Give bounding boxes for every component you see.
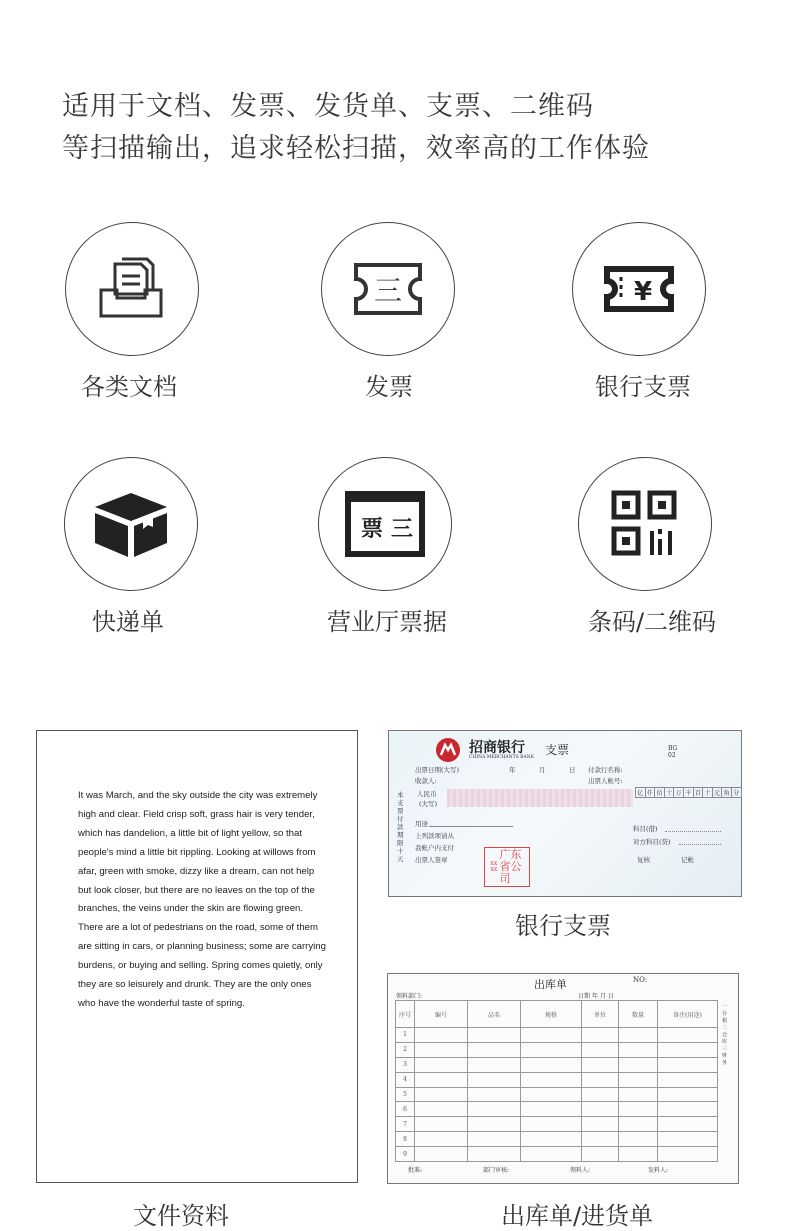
express-category-circle <box>64 457 198 591</box>
table-row <box>396 1087 718 1102</box>
amount-band <box>447 789 633 807</box>
receipt-icon-lines-glyph: 三 <box>390 517 414 542</box>
stock-form-caption: 出库单/进货单 <box>500 1202 654 1230</box>
cheque-check: 复核 <box>637 856 650 864</box>
form-header-cell: 编号 <box>415 1001 468 1028</box>
cheque-sample-caption: 银行支票 <box>515 912 611 940</box>
cheque-year: 年 <box>509 766 516 774</box>
form-title: 出库单 <box>534 978 567 991</box>
row-number: 1 <box>396 1028 415 1043</box>
form-dept: 领料部门: <box>396 993 423 1000</box>
cheque-code: BG 02 <box>668 745 678 759</box>
digit-label: 千 <box>684 788 694 797</box>
form-footer-receiver: 领料人: <box>570 1167 591 1174</box>
form-header-cell: 品名 <box>468 1001 521 1028</box>
category-label-qrcode: 条码/二维码 <box>587 608 717 636</box>
row-number: 3 <box>396 1057 415 1072</box>
cheque-category-circle <box>572 222 706 356</box>
category-label-documents: 各类文档 <box>81 373 177 401</box>
table-row <box>396 1072 718 1087</box>
bank-name-en: CHINA MERCHANTS BANK <box>469 755 534 760</box>
table-row <box>396 1132 718 1147</box>
bank-name: 招商银行 <box>469 740 525 756</box>
form-header-cell: 序号 <box>396 1001 415 1028</box>
form-no: NO: <box>633 976 648 984</box>
form-header-row <box>396 1001 718 1028</box>
table-row <box>396 1117 718 1132</box>
digit-label: 仟 <box>646 788 656 797</box>
stamp-side-text: xx xx <box>490 860 498 873</box>
cheque-day: 日 <box>569 766 576 774</box>
category-label-express: 快递单 <box>92 608 164 636</box>
document-tray-icon <box>97 254 167 324</box>
table-row <box>396 1057 718 1072</box>
row-number: 4 <box>396 1072 415 1087</box>
digit-label: 十 <box>665 788 675 797</box>
ticket-icon-glyph: 三 <box>373 274 403 307</box>
table-row <box>396 1042 718 1057</box>
form-footer-approve: 批准: <box>408 1167 423 1174</box>
document-sample <box>36 730 358 1183</box>
digit-label: 亿 <box>636 788 646 797</box>
receipt-category-circle <box>318 457 452 591</box>
stamp-main-text: 广东省公司 <box>499 848 522 885</box>
form-side-text: 一存根 二仓库 三财务 <box>722 1004 728 1066</box>
digit-label: 元 <box>713 788 723 797</box>
digit-label: 分 <box>733 790 740 797</box>
cheque-month: 月 <box>539 766 546 774</box>
amount-digit-boxes <box>635 787 742 798</box>
cheque-type: 支票 <box>545 743 570 757</box>
yuan-icon-glyph: ¥ <box>633 277 653 307</box>
receipt-icon <box>344 490 426 558</box>
digit-label: 角 <box>722 788 732 797</box>
company-stamp <box>484 847 530 887</box>
cheque-purpose: 用途 <box>415 820 428 828</box>
invoice-category-circle <box>321 222 455 356</box>
table-row <box>396 1147 718 1162</box>
category-label-receipt: 营业厅票据 <box>327 608 447 636</box>
table-row <box>396 1028 718 1043</box>
headline-line-1: 适用于文档、发票、发货单、支票、二维码 <box>62 91 594 122</box>
form-footer-issuer: 发料人: <box>648 1167 669 1174</box>
cheque-signer: 出票人签章 <box>415 856 448 864</box>
document-sample-text: It was March, and the sky outside the city was extremely high and clear. Field crisp soft, grass hair is very tender, which has dandelion, a little bit of light yellow, so that people's mind a little bit rippling. Looking at willows from afar, green with smoke, dizzy like a dream, can not help but look closer, but there are no leaves on the top of the branches, the veins under the skin are flowing green. There are a lot of pedestrians on the road, some of them are sitting in cars, or planning business; some are carrying burdens, or buying and selling. Spring comes quietly, only they are so leisurely and drunk. They are the only ones who have the wonderful taste of spring. <box>78 790 326 1009</box>
row-number: 7 <box>396 1117 415 1132</box>
table-row <box>396 1102 718 1117</box>
form-footer-audit: 部门审核: <box>483 1167 510 1174</box>
document-category-circle <box>65 222 199 356</box>
cheque-currency-note: (大写) <box>419 800 438 808</box>
cheque-date-label: 出票日期(大写) <box>415 766 460 774</box>
form-header-cell: 规格 <box>521 1001 582 1028</box>
category-label-invoice: 发票 <box>365 373 413 401</box>
cheque-payee: 收款人: <box>415 777 437 785</box>
purpose-line <box>429 826 513 827</box>
row-number: 2 <box>396 1042 415 1057</box>
digit-label: 佰 <box>655 788 665 797</box>
cheque-subject: 科目(借) <box>633 825 658 833</box>
cheque-above: 上列款项请从 <box>415 832 454 840</box>
receipt-icon-ticket-glyph: 票 <box>360 517 384 542</box>
cheque-counter: 对方科目(贷) <box>633 838 671 846</box>
cheque-side-text: 本支票付款期限十天 <box>397 791 404 863</box>
cheque-currency: 人民币 <box>417 790 437 798</box>
cheque-account-pay: 我帐户内支付 <box>415 844 454 852</box>
form-header-cell: 数量 <box>619 1001 658 1028</box>
row-number: 5 <box>396 1087 415 1102</box>
headline-line-2: 等扫描输出，追求轻松扫描，效率高的工作体验 <box>62 133 650 164</box>
package-box-icon <box>91 487 171 561</box>
document-sample-caption: 文件资料 <box>133 1202 229 1230</box>
category-label-cheque: 银行支票 <box>595 373 691 401</box>
stock-form-sample <box>387 973 739 1184</box>
yuan-ticket-icon <box>601 263 677 315</box>
row-number: 9 <box>396 1147 415 1162</box>
form-header-cell: 备注(用途) <box>658 1001 718 1028</box>
cheque-account: 出票人帐号: <box>588 777 623 785</box>
row-number: 8 <box>396 1132 415 1147</box>
form-date: 日期 年 月 日 <box>578 993 614 1000</box>
cheque-sample <box>388 730 742 897</box>
ticket-icon <box>350 259 426 319</box>
row-number: 6 <box>396 1102 415 1117</box>
digit-label: 万 <box>674 788 684 797</box>
subject-line <box>665 831 721 832</box>
headline <box>62 86 650 170</box>
cheque-book: 记帐 <box>681 856 694 864</box>
counter-line <box>679 844 721 845</box>
qrcode-category-circle <box>578 457 712 591</box>
bank-logo-icon <box>435 737 461 763</box>
cheque-payer-bank: 付款行名称: <box>588 766 623 774</box>
form-header-cell: 单位 <box>582 1001 619 1028</box>
digit-label: 十 <box>703 788 713 797</box>
qr-code-icon <box>610 489 680 559</box>
digit-label: 百 <box>694 788 704 797</box>
form-table <box>395 1000 718 1162</box>
